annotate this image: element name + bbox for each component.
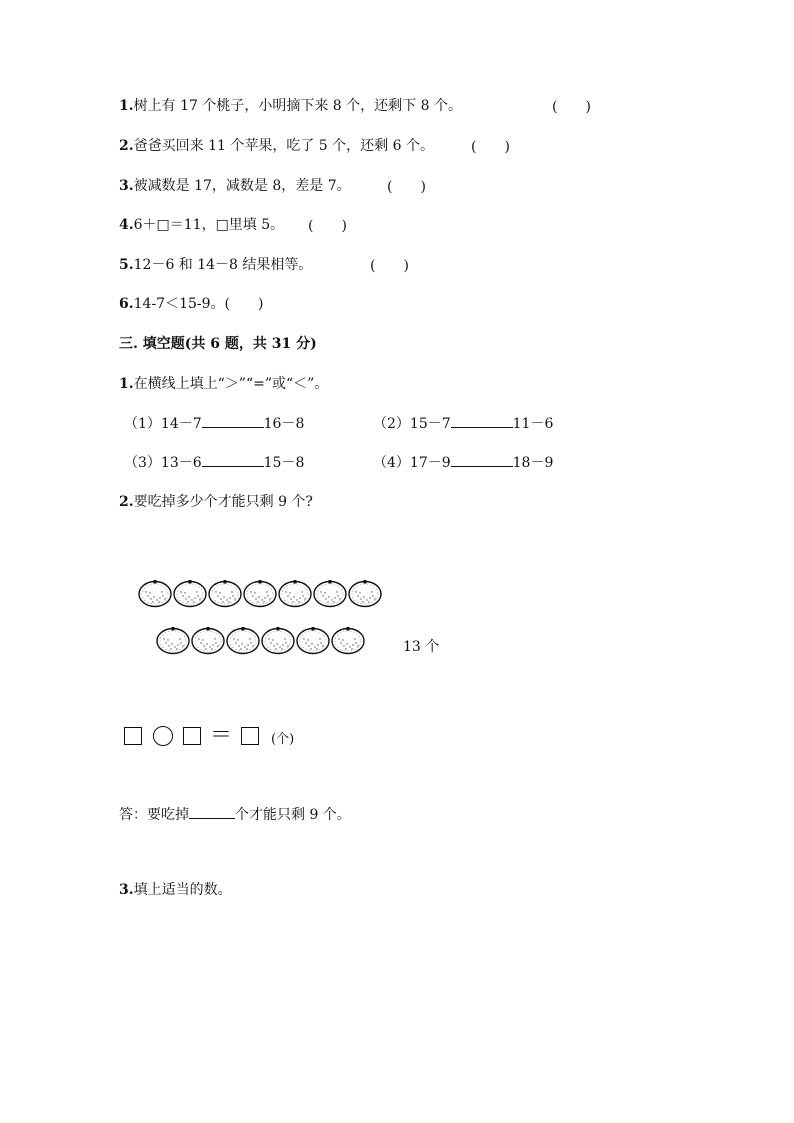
orange-icon (173, 578, 207, 606)
answer-bracket-4[interactable]: ( ) (308, 218, 347, 234)
orange-icon (156, 625, 190, 653)
judge-item-2: 2.爸爸买回来 11 个苹果，吃了 5 个，还剩 6 个。 (119, 138, 434, 154)
orange-row-1 (138, 578, 383, 606)
question-2: 2.要吃掉多少个才能只剩 9 个? (119, 494, 313, 510)
compare-item-4: （4）17－9 18－9 (373, 452, 553, 473)
orange-icon (313, 578, 347, 606)
compare-blank-3[interactable] (202, 452, 264, 467)
orange-icon (331, 625, 365, 653)
orange-icon (348, 578, 382, 606)
orange-icon (226, 625, 260, 653)
orange-icon (278, 578, 312, 606)
answer-bracket-5[interactable]: ( ) (370, 258, 409, 274)
compare-item-1: （1）14－7 16－8 (124, 413, 304, 434)
answer-bracket-6[interactable]: ( ) (224, 296, 264, 312)
judge-item-5: 5.12－6 和 14－8 结果相等。 (119, 257, 313, 273)
answer-line: 答：要吃掉 个才能只剩 9 个。 (119, 804, 351, 825)
orange-icon (208, 578, 242, 606)
judge-item-6: 6.14-7＜15-9。( ) (119, 296, 264, 312)
compare-item-2: （2）15－7 11－6 (373, 413, 553, 434)
equation-box-1[interactable] (124, 727, 142, 745)
judge-item-3: 3.被减数是 17，减数是 8，差是 7。 (119, 178, 351, 194)
answer-bracket-2[interactable]: ( ) (471, 139, 510, 155)
compare-blank-4[interactable] (451, 452, 513, 467)
compare-blank-1[interactable] (202, 413, 264, 428)
operator-circle[interactable] (153, 726, 173, 746)
answer-bracket-1[interactable]: ( ) (552, 99, 591, 115)
equation-box-2[interactable] (183, 727, 201, 745)
judge-item-4: 4.6＋□＝11，□里填 5。 (119, 217, 285, 233)
compare-blank-2[interactable] (451, 413, 513, 428)
orange-row-2 (156, 625, 366, 653)
equation-box-3[interactable] (241, 727, 259, 745)
judge-item-1: 1.树上有 17 个桃子，小明摘下来 8 个，还剩下 8 个。 (119, 98, 462, 114)
answer-blank[interactable] (189, 804, 235, 819)
question-3: 3.填上适当的数。 (119, 882, 232, 898)
orange-icon (191, 625, 225, 653)
unit-label: (个) (271, 732, 295, 747)
equals-sign: ＝ (210, 723, 233, 748)
question-1: 1.在横线上填上“＞”“=”或“＜”。 (119, 376, 329, 392)
orange-icon (138, 578, 172, 606)
compare-item-3: （3）13－6 15－8 (124, 452, 304, 473)
answer-bracket-3[interactable]: ( ) (387, 179, 426, 195)
orange-icon (261, 625, 295, 653)
orange-icon (243, 578, 277, 606)
orange-icon (296, 625, 330, 653)
section-title: 三. 填空题(共 6 题，共 31 分) (119, 336, 317, 352)
total-label: 13 个 (403, 639, 440, 655)
